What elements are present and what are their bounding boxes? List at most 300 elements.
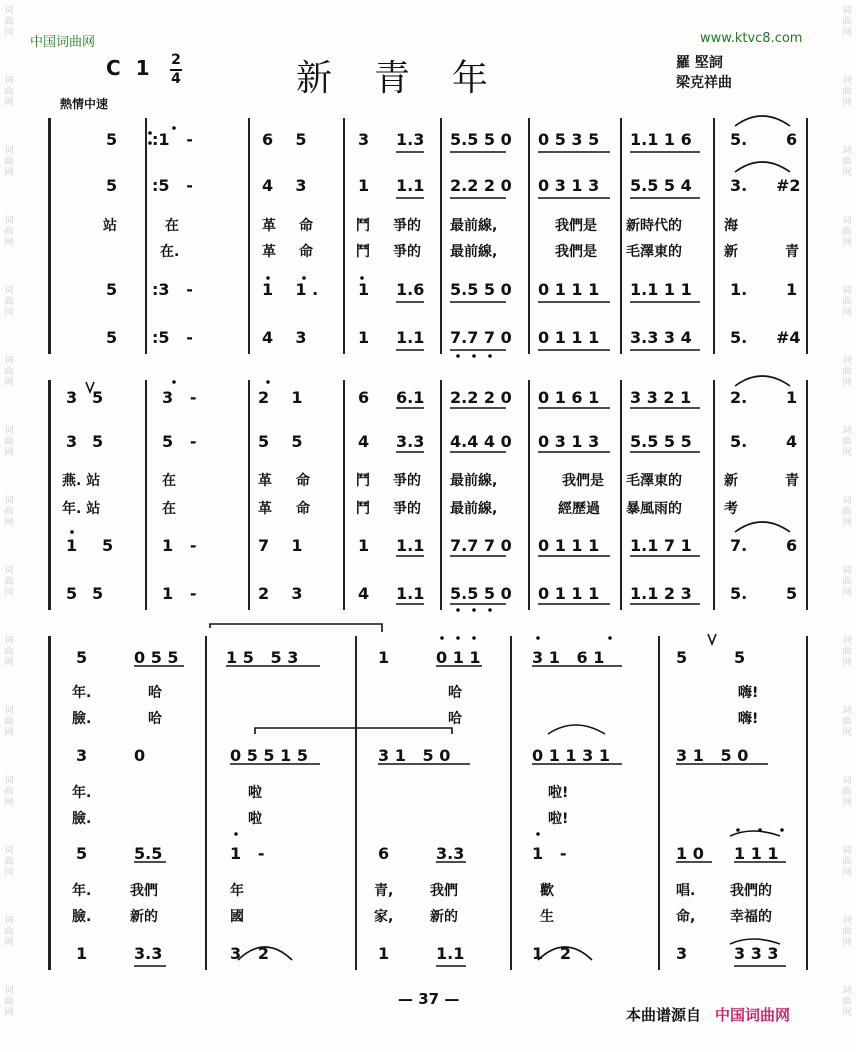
watermark-char: 网 (842, 868, 852, 878)
note-group: 0 5 3 5 (538, 130, 600, 149)
watermark-char: 网 (842, 168, 852, 178)
watermark-char: 词 (4, 706, 14, 716)
octave-dot (488, 608, 492, 612)
note-group: 5 (76, 648, 88, 667)
site-url-top-right[interactable]: www.ktvc8.com (700, 31, 803, 46)
watermark-char: 词 (842, 496, 852, 506)
watermark-char: 曲 (842, 87, 852, 97)
note-group: 3 (76, 746, 88, 765)
octave-dot (456, 608, 460, 612)
note-group: #4 (776, 328, 801, 347)
note-group: 3 3 3 (734, 944, 779, 963)
watermark-char: 网 (842, 308, 852, 318)
note-group: 1 (358, 176, 370, 195)
note-group: 5 (66, 584, 78, 603)
watermark-char: 词 (842, 356, 852, 366)
notation-row (0, 388, 856, 412)
watermark-char: 词 (4, 216, 14, 226)
time-signature-bottom: 4 (171, 71, 181, 87)
bar-line (713, 380, 715, 610)
watermark-char: 词 (842, 216, 852, 226)
watermark-char: 网 (842, 238, 852, 248)
lyric-text: 爭的 (393, 244, 421, 260)
octave-dot (70, 530, 74, 534)
note-group: 5 (92, 388, 104, 407)
watermark-text (838, 76, 856, 109)
note-group: 5.5 (134, 844, 163, 863)
bar-line (806, 380, 808, 610)
watermark-char: 曲 (842, 367, 852, 377)
slur (735, 162, 790, 172)
note-group: 3. (730, 176, 748, 195)
bar-line (343, 380, 345, 610)
note-group: 5. (730, 130, 748, 149)
watermark-char: 网 (4, 308, 14, 318)
source-credit (626, 1004, 790, 1025)
octave-dot (536, 832, 540, 836)
lyric-text: 鬥 (356, 473, 370, 489)
note-group: 3 2 (230, 944, 269, 963)
lyric-text: 啦 (248, 785, 262, 801)
lyric-text: 最前線, (450, 473, 498, 489)
note-group: 5 (106, 328, 118, 347)
watermark-char: 曲 (4, 227, 14, 237)
watermark-char: 网 (842, 798, 852, 808)
lyric-text: 生 (540, 909, 554, 925)
watermark-char: 词 (4, 986, 14, 996)
watermark-char: 曲 (842, 927, 852, 937)
note-group: 1 (786, 388, 798, 407)
lyric-row (0, 470, 856, 494)
note-group: 0 1 1 1 (538, 584, 600, 603)
lyric-row (0, 498, 856, 522)
time-signature (170, 52, 182, 88)
watermark-char: 曲 (4, 157, 14, 167)
watermark-char: 词 (842, 76, 852, 86)
source-label: 本曲谱源自 (626, 1006, 702, 1024)
bar-line (248, 380, 250, 610)
note-group: 7 1 (258, 536, 303, 555)
note-group: 1 - (162, 536, 197, 555)
octave-dot (608, 636, 612, 640)
lyric-text: 青, (374, 883, 394, 899)
lyric-text: 鬥 (356, 218, 370, 234)
watermark-char: 网 (4, 728, 14, 738)
watermark-text (838, 356, 856, 389)
lyric-text: 爭的 (393, 501, 421, 517)
bar-line (620, 380, 622, 610)
octave-dot (440, 636, 444, 640)
watermark-text (0, 6, 18, 39)
note-group: 1 (378, 648, 390, 667)
watermark-char: 词 (842, 566, 852, 576)
note-group: 5.5 5 5 (630, 432, 692, 451)
watermark-char: 网 (4, 98, 14, 108)
note-group: 6 (786, 536, 798, 555)
lyric-text: 歡 (540, 883, 554, 899)
notation-row (0, 648, 856, 672)
lyric-text: 青 (785, 244, 799, 260)
octave-dot (234, 832, 238, 836)
note-group: 5 (734, 648, 746, 667)
note-group: 1.1 (396, 584, 425, 603)
note-group: 1 - (532, 844, 567, 863)
lyric-text: 革 (262, 244, 276, 260)
note-group: 5 (92, 432, 104, 451)
watermark-char: 词 (4, 776, 14, 786)
lyric-text: 臉. (72, 811, 92, 827)
watermark-char: 网 (842, 28, 852, 38)
watermark-char: 曲 (4, 857, 14, 867)
lyric-text: 年 (230, 883, 244, 899)
song-title: 新青年 (296, 58, 531, 99)
slur (210, 624, 382, 632)
key-signature: C 1 (106, 56, 154, 80)
lyric-text: 新的 (430, 909, 458, 925)
watermark-char: 词 (842, 916, 852, 926)
notation-row (0, 536, 856, 560)
watermark-char: 网 (842, 938, 852, 948)
lyric-row (0, 782, 856, 806)
watermark-char: 曲 (842, 717, 852, 727)
note-group: 5.5 5 0 (450, 584, 512, 603)
lyric-text: 哈 (148, 711, 162, 727)
lyric-text: 年. (72, 685, 92, 701)
watermark-char: 词 (4, 916, 14, 926)
note-group: 2 3 (258, 584, 303, 603)
lyric-text: 最前線, (450, 244, 498, 260)
note-group: 0 3 1 3 (538, 176, 600, 195)
note-group: 1 (76, 944, 88, 963)
watermark-char: 曲 (842, 647, 852, 657)
lyric-text: 嗨! (738, 711, 759, 727)
note-group: 1.1 7 1 (630, 536, 692, 555)
lyric-text: 哈 (448, 685, 462, 701)
watermark-char: 曲 (842, 997, 852, 1007)
watermark-char: 网 (842, 98, 852, 108)
watermark-char: 网 (4, 658, 14, 668)
lyric-text: 最前線, (450, 218, 498, 234)
watermark-char: 网 (4, 938, 14, 948)
lyric-text: 站 (103, 218, 117, 234)
note-group: 1.6 (396, 280, 425, 299)
note-group: 1 - (162, 584, 197, 603)
note-group: 1.1 (436, 944, 465, 963)
lyric-text: 哈 (448, 711, 462, 727)
note-group: 0 1 1 (436, 648, 481, 667)
lyric-text: 命, (676, 909, 696, 925)
lyric-text: 年. (72, 785, 92, 801)
watermark-char: 网 (842, 1008, 852, 1018)
lyric-text: 命 (296, 473, 310, 489)
note-group: 5 (106, 280, 118, 299)
note-group: :5 - (152, 176, 193, 195)
note-group: 3 3 2 1 (630, 388, 692, 407)
note-group: 6 (786, 130, 798, 149)
watermark-char: 网 (4, 588, 14, 598)
note-group: 0 1 6 1 (538, 388, 600, 407)
watermark-char: 曲 (842, 577, 852, 587)
note-group: 1.1 (396, 176, 425, 195)
lyric-text: 爭的 (393, 473, 421, 489)
note-group: 5 (106, 130, 118, 149)
watermark-text (838, 986, 856, 1019)
site-name-top-left[interactable]: 中国词曲网 (30, 35, 96, 50)
note-group: 6 (378, 844, 390, 863)
octave-dot (472, 354, 476, 358)
watermark-char: 词 (4, 6, 14, 16)
watermark-char: 曲 (4, 647, 14, 657)
lyric-text: 我們的 (730, 883, 772, 899)
lyric-text: 鬥 (356, 244, 370, 260)
watermark-char: 词 (4, 146, 14, 156)
note-group: 3 1 5 0 (676, 746, 749, 765)
note-group: 7. (730, 536, 748, 555)
slur (735, 116, 790, 126)
watermark-char: 词 (4, 356, 14, 366)
lyric-text: 在. (160, 244, 180, 260)
octave-dot (488, 354, 492, 358)
watermark-text (0, 76, 18, 109)
bar-line (528, 380, 530, 610)
lyric-text: 我們 (130, 883, 158, 899)
note-group: 6 (358, 388, 370, 407)
watermark-char: 曲 (4, 787, 14, 797)
lyric-text: 海 (724, 218, 738, 234)
bar-line (145, 380, 147, 610)
lyric-text: 最前線, (450, 501, 498, 517)
watermark-text (0, 986, 18, 1019)
watermark-char: 词 (842, 846, 852, 856)
note-group: 4 3 (262, 328, 307, 347)
watermark-char: 词 (842, 286, 852, 296)
watermark-char: 曲 (4, 577, 14, 587)
watermark-char: 曲 (4, 367, 14, 377)
note-group: 3 (358, 130, 370, 149)
note-group: 5.5 5 0 (450, 280, 512, 299)
watermark-char: 词 (4, 426, 14, 436)
lyric-row (0, 906, 856, 930)
note-group: #2 (776, 176, 801, 195)
note-group: 7.7 7 0 (450, 536, 512, 555)
note-group: 1.1 1 6 (630, 130, 692, 149)
lyric-text: 新 (724, 473, 738, 489)
watermark-char: 网 (4, 28, 14, 38)
lyricist-credit: 羅 堅詞 (676, 55, 723, 71)
notation-row (0, 584, 856, 608)
octave-dot (172, 380, 176, 384)
note-group: 1 (358, 536, 370, 555)
note-group: 0 1 1 1 (538, 328, 600, 347)
note-group: 4.4 4 0 (450, 432, 512, 451)
lyric-text: 年. (72, 883, 92, 899)
lyric-row (0, 215, 856, 239)
note-group: 3 - (162, 388, 197, 407)
lyric-row (0, 241, 856, 265)
watermark-char: 词 (4, 496, 14, 506)
note-group: 7.7 7 0 (450, 328, 512, 347)
note-group: 4 (358, 432, 370, 451)
watermark-char: 词 (4, 846, 14, 856)
lyric-text: 命 (299, 244, 313, 260)
watermark-char: 曲 (4, 507, 14, 517)
octave-dot (536, 636, 540, 640)
watermark-char: 网 (4, 168, 14, 178)
note-group: 5 (676, 648, 688, 667)
lyric-text: 我們是 (555, 244, 597, 260)
lyric-text: 革 (258, 501, 272, 517)
note-group: 6.1 (396, 388, 425, 407)
watermark-char: 词 (4, 76, 14, 86)
note-group: 1 5 5 3 (226, 648, 299, 667)
notation-row (0, 328, 856, 352)
watermark-char: 曲 (4, 87, 14, 97)
note-group: 5 (102, 536, 114, 555)
octave-dot (456, 636, 460, 640)
note-group: 1.1 (396, 536, 425, 555)
note-group: 0 (134, 746, 146, 765)
lyric-text: 我們是 (555, 218, 597, 234)
watermark-char: 网 (4, 238, 14, 248)
note-group: 1. (730, 280, 748, 299)
note-group: 1.1 1 1 (630, 280, 692, 299)
note-group: 5.5 5 4 (630, 176, 692, 195)
lyric-text: 在 (165, 218, 179, 234)
octave-dot (472, 608, 476, 612)
lyric-text: 暴風雨的 (626, 501, 682, 517)
watermark-char: 词 (842, 776, 852, 786)
note-group: 3.3 (396, 432, 425, 451)
note-group: 2.2 2 0 (450, 176, 512, 195)
note-group: 4 (786, 432, 798, 451)
watermark-char: 曲 (4, 997, 14, 1007)
note-group: 5 (92, 584, 104, 603)
breath-mark (708, 634, 716, 644)
notation-row (0, 844, 856, 868)
lyric-text: 嗨! (738, 685, 759, 701)
note-group: 5.5 5 0 (450, 130, 512, 149)
lyric-text: 毛澤東的 (626, 244, 682, 260)
note-group: 1 2 (532, 944, 571, 963)
watermark-char: 网 (4, 448, 14, 458)
lyric-text: 我們是 (562, 473, 604, 489)
system-brace (48, 380, 51, 610)
lyric-text: 命 (299, 218, 313, 234)
lyric-text: 國 (230, 909, 244, 925)
watermark-char: 词 (842, 426, 852, 436)
note-group: 5 5 (258, 432, 303, 451)
lyric-text: 新時代的 (626, 218, 682, 234)
note-group: :1 - (152, 130, 193, 149)
note-group: 2.2 2 0 (450, 388, 512, 407)
watermark-char: 网 (842, 588, 852, 598)
watermark-char: 曲 (4, 17, 14, 27)
lyric-text: 我們 (430, 883, 458, 899)
notation-row (0, 176, 856, 200)
lyric-text: 年. 站 (62, 501, 101, 517)
watermark-char: 词 (842, 986, 852, 996)
note-group: 1 - (230, 844, 265, 863)
note-group: 5. (730, 432, 748, 451)
composer-credit: 梁克祥曲 (676, 75, 732, 91)
lyric-text: 新的 (130, 909, 158, 925)
note-group: 2. (730, 388, 748, 407)
source-site-link[interactable]: 中国词曲网 (715, 1006, 791, 1024)
notation-row (0, 280, 856, 304)
note-group: 5. (730, 584, 748, 603)
octave-dot (456, 354, 460, 358)
watermark-char: 曲 (842, 507, 852, 517)
watermark-char: 曲 (842, 227, 852, 237)
lyric-text: 幸福的 (730, 909, 772, 925)
watermark-char: 曲 (4, 437, 14, 447)
notation-row (0, 746, 856, 770)
watermark-char: 网 (4, 1008, 14, 1018)
lyric-text: 革 (262, 218, 276, 234)
octave-dot (472, 636, 476, 640)
lyric-text: 革 (258, 473, 272, 489)
watermark-char: 曲 (4, 927, 14, 937)
lyric-row (0, 880, 856, 904)
note-group: 1.1 (396, 328, 425, 347)
note-group: 0 5 5 1 5 (230, 746, 308, 765)
watermark-char: 词 (4, 286, 14, 296)
note-group: 3 (66, 432, 78, 451)
note-group: :3 - (152, 280, 193, 299)
watermark-char: 曲 (842, 17, 852, 27)
watermark-char: 曲 (4, 297, 14, 307)
watermark-char: 词 (4, 566, 14, 576)
note-group: 0 1 1 1 (538, 280, 600, 299)
lyric-text: 考 (724, 501, 738, 517)
lyric-text: 爭的 (393, 218, 421, 234)
note-group: 5 (76, 844, 88, 863)
watermark-char: 词 (4, 636, 14, 646)
note-group: 4 (358, 584, 370, 603)
note-group: 3.3 (436, 844, 465, 863)
tempo-marking: 熱情中速 (60, 97, 109, 111)
watermark-char: 网 (4, 798, 14, 808)
octave-dot (266, 380, 270, 384)
note-group: 5 (106, 176, 118, 195)
note-group: 4 3 (262, 176, 307, 195)
lyric-text: 家, (374, 909, 394, 925)
watermark-char: 网 (842, 378, 852, 388)
lyric-text: 臉. (72, 909, 92, 925)
notation-row (0, 130, 856, 154)
watermark-char: 曲 (842, 437, 852, 447)
lyric-text: 命 (296, 501, 310, 517)
watermark-char: 曲 (842, 157, 852, 167)
time-signature-top: 2 (171, 52, 181, 68)
notation-row (0, 944, 856, 968)
watermark-char: 曲 (4, 717, 14, 727)
bar-line (440, 380, 442, 610)
slur (735, 376, 790, 386)
page-number: — 37 — (398, 990, 460, 1008)
note-group: 0 3 1 3 (538, 432, 600, 451)
note-group: 6 5 (262, 130, 307, 149)
note-group: 1 (66, 536, 78, 555)
lyric-text: 燕. 站 (62, 473, 101, 489)
note-group: 5 - (162, 432, 197, 451)
lyric-text: 啦 (248, 811, 262, 827)
watermark-char: 网 (842, 728, 852, 738)
lyric-text: 在 (162, 473, 176, 489)
watermark-char: 词 (842, 146, 852, 156)
watermark-text (0, 356, 18, 389)
watermark-char: 网 (4, 868, 14, 878)
